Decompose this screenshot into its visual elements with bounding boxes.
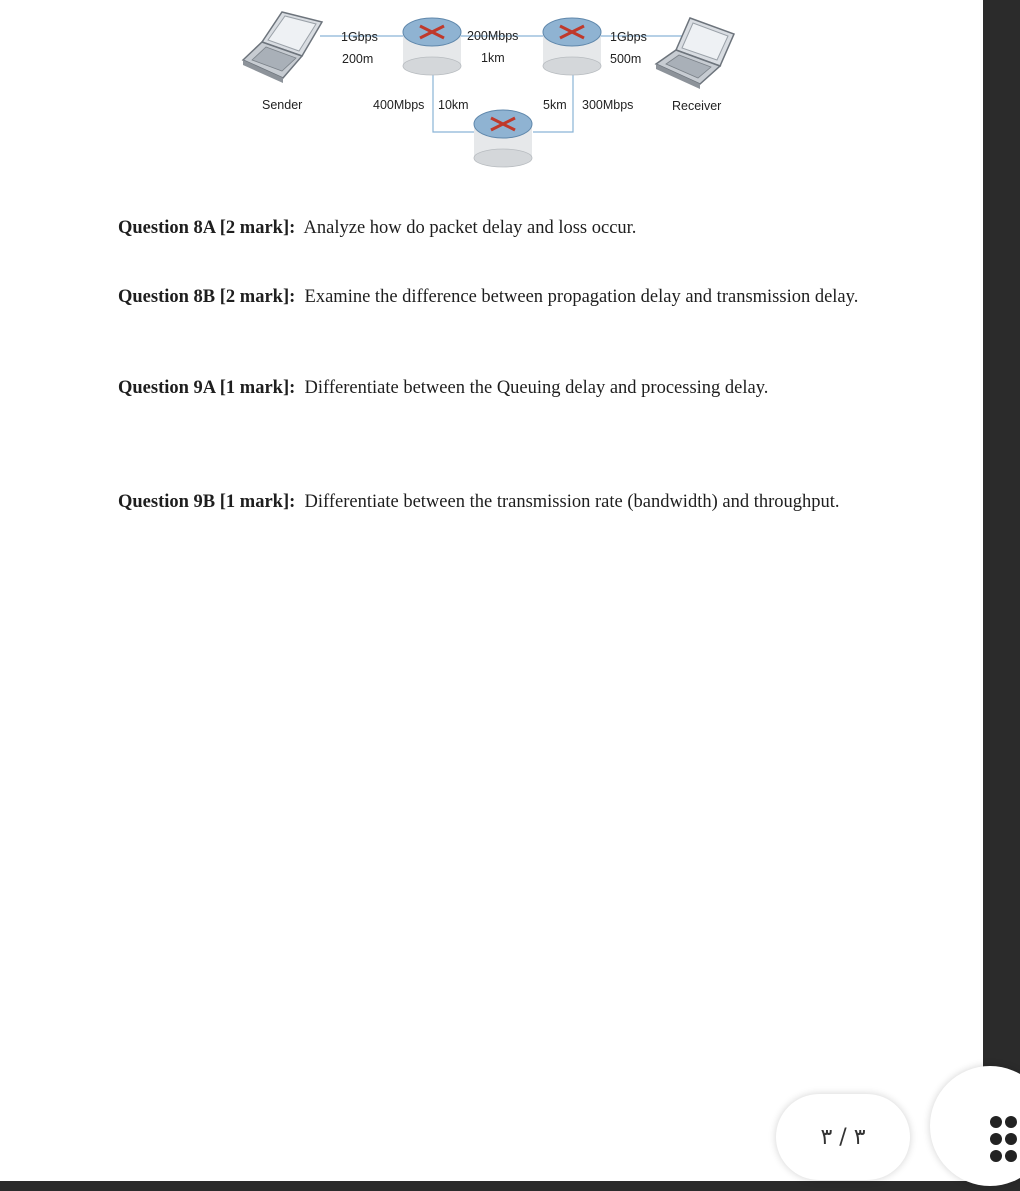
router-icon (474, 110, 532, 167)
question-text: Differentiate between the transmission rate (bandwidth) and throughput. (304, 492, 840, 512)
link-rate-label: 200Mbps (467, 29, 519, 43)
page-indicator (776, 1094, 910, 1180)
scrollbar-track[interactable] (983, 0, 1020, 1191)
link-rate-label: 1Gbps (610, 30, 647, 44)
network-diagram (0, 0, 983, 180)
router-icon (543, 18, 601, 75)
bottom-bar (0, 1181, 983, 1191)
sender-laptop-icon (243, 12, 322, 83)
question-text: Examine the difference between propagation delay and transmission delay. (304, 287, 859, 307)
question-label: Question 9B [1 mark]: (118, 492, 296, 512)
question-text: Analyze how do packet delay and loss occur. (303, 218, 637, 238)
link-distance-label: 5km (543, 98, 567, 112)
link-distance-label: 200m (342, 52, 374, 66)
sender-label: Sender (262, 98, 303, 112)
question-label: Question 9A [1 mark]: (118, 378, 296, 398)
question-label: Question 8A [2 mark]: (118, 218, 296, 238)
router-icon (403, 18, 461, 75)
receiver-laptop-icon (656, 18, 734, 89)
link-distance-label: 10km (438, 98, 469, 112)
question-9b (118, 491, 878, 513)
question-8a (118, 217, 878, 239)
question-label: Question 8B [2 mark]: (118, 287, 296, 307)
link-rate-label: 1Gbps (341, 30, 378, 44)
link-distance-label: 500m (610, 52, 642, 66)
question-9a (118, 377, 878, 399)
receiver-label: Receiver (672, 99, 722, 113)
question-text: Differentiate between the Queuing delay and processing delay. (304, 378, 769, 398)
page-indicator-text: ٣ / ٣ (820, 1124, 866, 1150)
link-rate-label: 300Mbps (582, 98, 634, 112)
link-distance-label: 1km (481, 51, 505, 65)
question-8b (118, 286, 878, 308)
link-rate-label: 400Mbps (373, 98, 425, 112)
